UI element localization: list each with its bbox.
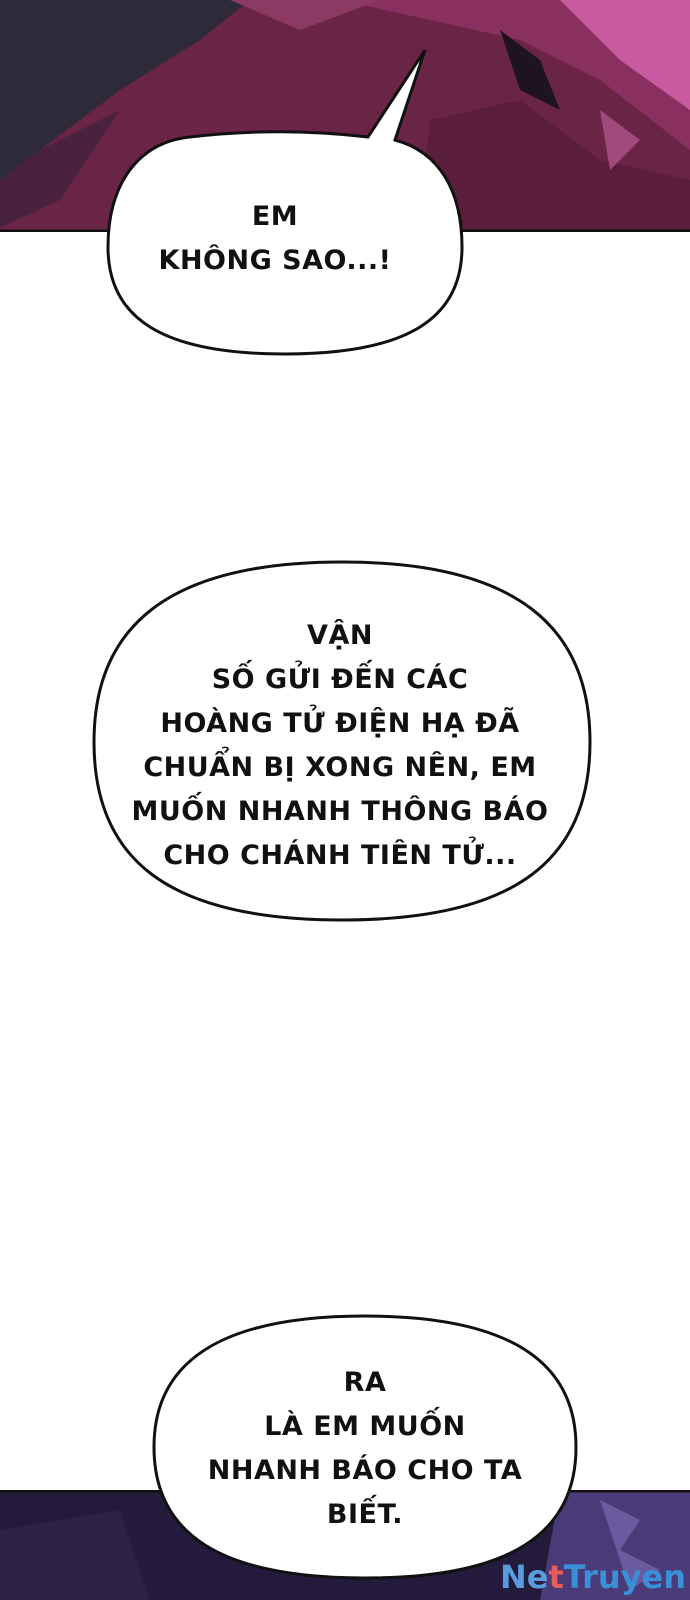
bubble-1-line: EM xyxy=(251,201,299,232)
speech-bubble-2 xyxy=(88,558,596,926)
watermark-part-3: Truyen xyxy=(563,1558,686,1596)
speech-bubble-1 xyxy=(100,42,470,364)
speech-bubble-1-text xyxy=(159,195,392,283)
bubble-2-line: HOÀNG TỬ ĐIỆN HẠ ĐÃ xyxy=(160,708,520,739)
speech-bubble-3-text xyxy=(208,1361,523,1537)
bubble-2-line: VẬN xyxy=(307,620,373,651)
bubble-3-line: LÀ EM MUỐN xyxy=(264,1411,466,1442)
speech-bubble-2-text xyxy=(132,614,549,878)
bubble-3-line: BIẾT. xyxy=(326,1499,404,1530)
site-watermark xyxy=(500,1558,686,1596)
bubble-1-line: KHÔNG SAO...! xyxy=(158,245,392,276)
speech-bubble-3 xyxy=(148,1312,582,1582)
bubble-2-line: CHUẨN BỊ XONG NÊN, EM xyxy=(143,752,537,783)
bubble-3-line: RA xyxy=(343,1367,387,1398)
watermark-part-2: t xyxy=(548,1558,564,1596)
bubble-2-line: SỐ GỬI ĐẾN CÁC xyxy=(211,664,469,695)
bubble-2-line: CHO CHÁNH TIÊN TỬ... xyxy=(163,840,517,871)
watermark-part-1: Ne xyxy=(500,1558,549,1596)
bubble-2-line: MUỐN NHANH THÔNG BÁO xyxy=(131,796,549,827)
bubble-3-line: NHANH BÁO CHO TA xyxy=(207,1455,523,1486)
